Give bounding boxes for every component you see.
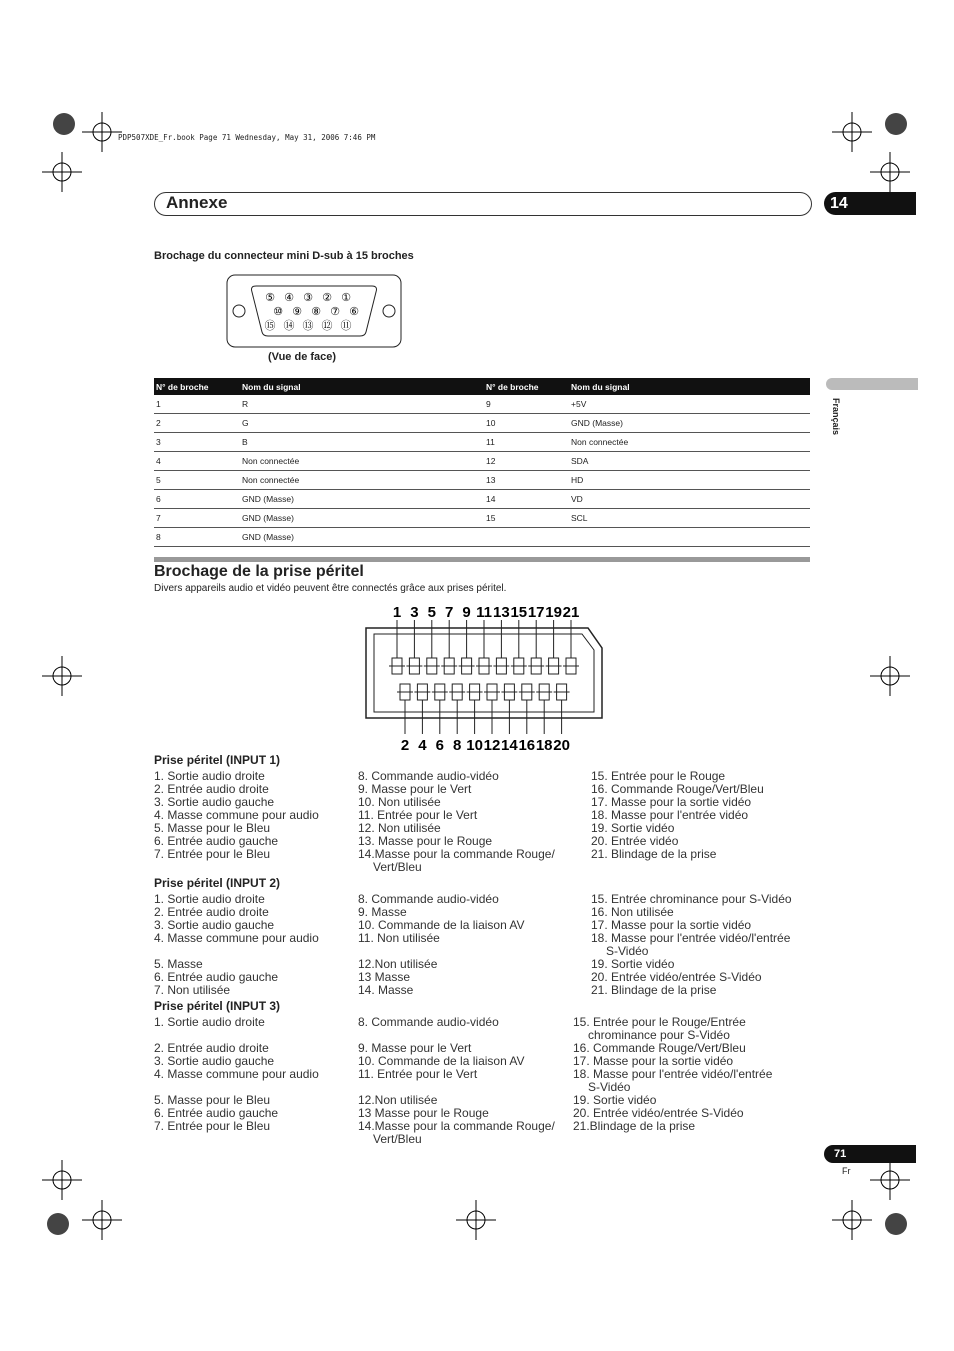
table-cell: 12	[484, 452, 569, 471]
input2-column-3	[591, 893, 792, 997]
dsub-pin-15: ⑮	[264, 319, 276, 332]
scart-top-label: 9	[462, 604, 471, 621]
input1-column-3	[591, 770, 764, 861]
dsub-pin-8: ⑧	[311, 305, 321, 318]
table-row	[154, 509, 810, 528]
table-header-row	[154, 378, 810, 395]
crosshair-mark-icon	[42, 152, 82, 192]
page-number: 71	[824, 1145, 916, 1163]
pin-description: 12.Non utilisée	[358, 957, 438, 971]
scart-pin	[528, 658, 544, 674]
scart-pin	[389, 658, 405, 674]
pin-description: 20. Entrée vidéo	[591, 834, 679, 848]
color-target-icon	[876, 1212, 916, 1252]
input3-column-1	[154, 1016, 319, 1133]
print-info-line: PDP507XDE_Fr.book Page 71 Wednesday, May 31, 2006 7:46 PM	[118, 133, 376, 142]
pin-description: 11. Non utilisée	[358, 931, 440, 945]
crosshair-mark-icon	[870, 656, 910, 696]
pin-description: 15. Entrée pour le Rouge	[591, 769, 726, 783]
scart-pin	[467, 684, 483, 700]
scart-pin	[563, 658, 579, 674]
table-cell: Non connectée	[240, 452, 484, 471]
table-cell: 9	[484, 395, 569, 414]
table-row	[154, 414, 810, 433]
table-cell: SDA	[569, 452, 810, 471]
input3-column-2	[358, 1016, 555, 1146]
pin-description: 1. Sortie audio droite	[154, 769, 265, 783]
scart-top-label: 3	[410, 604, 419, 621]
pin-description: 21. Blindage de la prise	[591, 847, 717, 861]
input1-column-1	[154, 770, 319, 861]
language-tab	[826, 378, 918, 390]
pin-description: 16. Commande Rouge/Vert/Bleu	[573, 1041, 746, 1055]
scart-pin	[501, 684, 517, 700]
pin-description: 17. Masse pour la sortie vidéo	[591, 918, 752, 932]
pin-description: 9. Masse	[358, 905, 407, 919]
table-cell: R	[240, 395, 484, 414]
table-cell: 6	[154, 490, 240, 509]
table-cell	[569, 528, 810, 547]
pin-description: 7. Non utilisée	[154, 983, 231, 997]
table-cell: Non connectée	[240, 471, 484, 490]
scart-pin	[476, 658, 492, 674]
table-cell: GND (Masse)	[240, 528, 484, 547]
pin-description: 4. Masse commune pour audio	[154, 931, 319, 945]
pin-description: 8. Commande audio-vidéo	[358, 769, 499, 783]
scart-pin	[406, 658, 422, 674]
color-target-icon	[876, 112, 916, 152]
scart-top-label: 15	[510, 604, 528, 621]
pin-description: 3. Sortie audio gauche	[154, 1054, 275, 1068]
pin-description: S-Vidéo	[606, 944, 649, 958]
table-row	[154, 433, 810, 452]
pin-description: 10. Commande de la liaison AV	[358, 918, 525, 932]
column-header: N° de broche	[484, 378, 569, 395]
pin-description: 16. Commande Rouge/Vert/Bleu	[591, 782, 764, 796]
input1-column-2	[358, 770, 555, 874]
scart-pin	[397, 684, 413, 700]
table-cell: 11	[484, 433, 569, 452]
pin-description: 10. Commande de la liaison AV	[358, 1054, 525, 1068]
crosshair-mark-icon	[42, 1160, 82, 1200]
pin-description: 9. Masse pour le Vert	[358, 1041, 472, 1055]
scart-pin	[449, 684, 465, 700]
pin-description: 17. Masse pour la sortie vidéo	[573, 1054, 734, 1068]
dsub-connector-diagram	[226, 274, 402, 348]
pin-description: 16. Non utilisée	[591, 905, 674, 919]
table-cell	[484, 528, 569, 547]
pin-description: 18. Masse pour l'entrée vidéo/l'entrée	[573, 1067, 773, 1081]
dsub-heading: Brochage du connecteur mini D-sub à 15 broches	[154, 250, 414, 262]
dsub-pin-14: ⑭	[283, 319, 295, 332]
dsub-pin-7: ⑦	[330, 305, 340, 318]
language-label: Français	[831, 398, 841, 436]
table-cell: GND (Masse)	[569, 414, 810, 433]
scart-top-label: 13	[493, 604, 510, 621]
scart-description: Divers appareils audio et vidéo peuvent être connectés grâce aux prises péritel.	[154, 583, 507, 594]
pin-description: 8. Commande audio-vidéo	[358, 1015, 499, 1029]
pin-description: 12.Non utilisée	[358, 1093, 438, 1107]
table-cell: G	[240, 414, 484, 433]
pin-description: 11. Entrée pour le Vert	[358, 1067, 478, 1081]
dsub-pin-2: ②	[322, 291, 332, 304]
pin-description: Vert/Bleu	[373, 860, 422, 874]
scart-pin	[432, 684, 448, 700]
pin-description: 6. Entrée audio gauche	[154, 970, 279, 984]
pin-description: 14. Masse	[358, 983, 414, 997]
scart-section-title: Brochage de la prise péritel	[154, 563, 364, 580]
crosshair-mark-icon	[82, 1200, 122, 1240]
pin-description: 9. Masse pour le Vert	[358, 782, 472, 796]
table-row	[154, 395, 810, 414]
table-row	[154, 490, 810, 509]
table-cell: 10	[484, 414, 569, 433]
pin-description: 19. Sortie vidéo	[591, 821, 675, 835]
scart-top-label: 17	[527, 604, 545, 621]
table-cell: 7	[154, 509, 240, 528]
page-language: Fr	[842, 1166, 851, 1176]
column-header: Nom du signal	[240, 378, 484, 395]
pin-description: 21. Blindage de la prise	[591, 983, 717, 997]
pin-description: 17. Masse pour la sortie vidéo	[591, 795, 752, 809]
table-cell: 1	[154, 395, 240, 414]
pin-description: 1. Sortie audio droite	[154, 892, 265, 906]
table-cell: GND (Masse)	[240, 490, 484, 509]
pin-description: 19. Sortie vidéo	[591, 957, 675, 971]
pin-description: 19. Sortie vidéo	[573, 1093, 657, 1107]
pin-description: 8. Commande audio-vidéo	[358, 892, 499, 906]
scart-pin	[554, 684, 570, 700]
table-row	[154, 452, 810, 471]
scart-connector-diagram	[360, 600, 604, 756]
dsub-pin-1: ①	[341, 291, 351, 304]
table-cell: 8	[154, 528, 240, 547]
table-row	[154, 528, 810, 547]
crosshair-mark-icon	[870, 1160, 910, 1200]
scart-bottom-label: 12	[483, 737, 501, 754]
scart-top-label: 21	[562, 604, 580, 621]
pin-description: 1. Sortie audio droite	[154, 1015, 265, 1029]
pin-description: 6. Entrée audio gauche	[154, 1106, 279, 1120]
color-target-icon	[44, 1212, 84, 1252]
scart-top-label: 11	[476, 604, 492, 621]
pin-description: 2. Entrée audio droite	[154, 905, 269, 919]
group-title-input-3: Prise péritel (INPUT 3)	[154, 999, 281, 1013]
scart-pin	[414, 684, 430, 700]
crosshair-mark-icon	[42, 656, 82, 696]
scart-pin	[484, 684, 500, 700]
table-cell: 14	[484, 490, 569, 509]
dsub-caption: (Vue de face)	[268, 351, 337, 363]
dsub-pin-6: ⑥	[349, 305, 359, 318]
scart-bottom-label: 2	[400, 737, 410, 754]
table-cell: +5V	[569, 395, 810, 414]
pin-description: 2. Entrée audio droite	[154, 782, 269, 796]
scart-pin	[493, 658, 509, 674]
scart-bottom-label: 16	[518, 737, 536, 754]
dsub-pin-3: ③	[303, 291, 313, 304]
pin-description: 13 Masse pour le Rouge	[358, 1106, 489, 1120]
scart-top-label: 1	[392, 604, 402, 621]
dsub-pin-5: ⑤	[265, 291, 275, 304]
dsub-pin-9: ⑨	[292, 305, 302, 318]
pin-description: 7. Entrée pour le Bleu	[154, 1119, 271, 1133]
table-cell: 3	[154, 433, 240, 452]
scart-bottom-label: 8	[453, 737, 462, 754]
scart-bottom-label: 6	[435, 737, 444, 754]
pin-description: 4. Masse commune pour audio	[154, 808, 319, 822]
pin-description: 11. Entrée pour le Vert	[358, 808, 478, 822]
pin-description: 2. Entrée audio droite	[154, 1041, 269, 1055]
pin-description: 13. Masse pour le Rouge	[358, 834, 493, 848]
scart-pin	[459, 658, 475, 674]
crosshair-mark-icon	[456, 1200, 496, 1240]
table-row	[154, 471, 810, 490]
dsub-pin-13: ⑬	[302, 319, 314, 332]
header-title: Annexe	[166, 193, 228, 212]
pin-description: 5. Masse pour le Bleu	[154, 1093, 271, 1107]
color-target-icon	[44, 112, 84, 152]
crosshair-mark-icon	[832, 112, 872, 152]
header-bar	[154, 192, 812, 216]
pin-description: 7. Entrée pour le Bleu	[154, 847, 271, 861]
dsub-pin-12: ⑫	[321, 319, 333, 332]
scart-top-label: 5	[427, 604, 436, 621]
input2-column-2	[358, 893, 525, 997]
scart-top-label: 7	[445, 604, 454, 621]
pin-description: 12. Non utilisée	[358, 821, 441, 835]
table-cell: HD	[569, 471, 810, 490]
pin-description: 13 Masse	[358, 970, 411, 984]
dsub-pin-11: ⑪	[340, 319, 352, 332]
table-cell: GND (Masse)	[240, 509, 484, 528]
scart-pin	[511, 658, 527, 674]
pin-description: 18. Masse pour l'entrée vidéo	[591, 808, 749, 822]
crosshair-mark-icon	[82, 112, 122, 152]
pin-description: 4. Masse commune pour audio	[154, 1067, 319, 1081]
input2-column-1	[154, 893, 319, 997]
group-title-input-1: Prise péritel (INPUT 1)	[154, 753, 281, 767]
pin-description: 18. Masse pour l'entrée vidéo/l'entrée	[591, 931, 791, 945]
pin-description: Vert/Bleu	[373, 1132, 422, 1146]
table-cell: 15	[484, 509, 569, 528]
pin-description: 10. Non utilisée	[358, 795, 441, 809]
input3-column-3	[573, 1016, 772, 1133]
scart-bottom-label: 20	[553, 737, 570, 754]
scart-pin	[546, 658, 562, 674]
dsub-pin-4: ④	[284, 291, 294, 304]
scart-pin	[441, 658, 457, 674]
pin-description: 5. Masse	[154, 957, 203, 971]
pin-description: S-Vidéo	[588, 1080, 631, 1094]
scart-bottom-label: 10	[466, 737, 483, 754]
table-cell: 4	[154, 452, 240, 471]
table-cell: VD	[569, 490, 810, 509]
pin-description: chrominance pour S-Vidéo	[588, 1028, 730, 1042]
table-cell: 2	[154, 414, 240, 433]
crosshair-mark-icon	[832, 1200, 872, 1240]
pin-description: 3. Sortie audio gauche	[154, 918, 275, 932]
pin-description: 15. Entrée pour le Rouge/Entrée	[573, 1015, 746, 1029]
group-title-input-2: Prise péritel (INPUT 2)	[154, 876, 281, 890]
scart-top-label: 19	[545, 604, 562, 621]
pin-description: 20. Entrée vidéo/entrée S-Vidéo	[591, 970, 762, 984]
pin-description: 15. Entrée chrominance pour S-Vidéo	[591, 892, 792, 906]
pin-description: 14.Masse pour la commande Rouge/	[358, 1119, 555, 1133]
dsub-pin-table	[154, 378, 810, 547]
table-cell: 5	[154, 471, 240, 490]
column-header: N° de broche	[154, 378, 240, 395]
column-header: Nom du signal	[569, 378, 810, 395]
crosshair-mark-icon	[870, 152, 910, 192]
scart-pin	[536, 684, 552, 700]
scart-pin	[519, 684, 535, 700]
pin-description: 14.Masse pour la commande Rouge/	[358, 847, 555, 861]
pin-description: 3. Sortie audio gauche	[154, 795, 275, 809]
scart-pin	[424, 658, 440, 674]
dsub-pin-10: ⑩	[273, 305, 283, 318]
table-cell: 13	[484, 471, 569, 490]
chapter-number: 14	[824, 192, 916, 215]
section-divider	[154, 557, 810, 562]
pin-description: 5. Masse pour le Bleu	[154, 821, 271, 835]
table-cell: B	[240, 433, 484, 452]
table-cell: Non connectée	[569, 433, 810, 452]
scart-bottom-label: 18	[535, 737, 553, 754]
pin-description: 6. Entrée audio gauche	[154, 834, 279, 848]
scart-bottom-label: 4	[418, 737, 427, 754]
scart-bottom-label: 14	[501, 737, 518, 754]
pin-description: 20. Entrée vidéo/entrée S-Vidéo	[573, 1106, 744, 1120]
table-cell: SCL	[569, 509, 810, 528]
pin-description: 21.Blindage de la prise	[573, 1119, 696, 1133]
